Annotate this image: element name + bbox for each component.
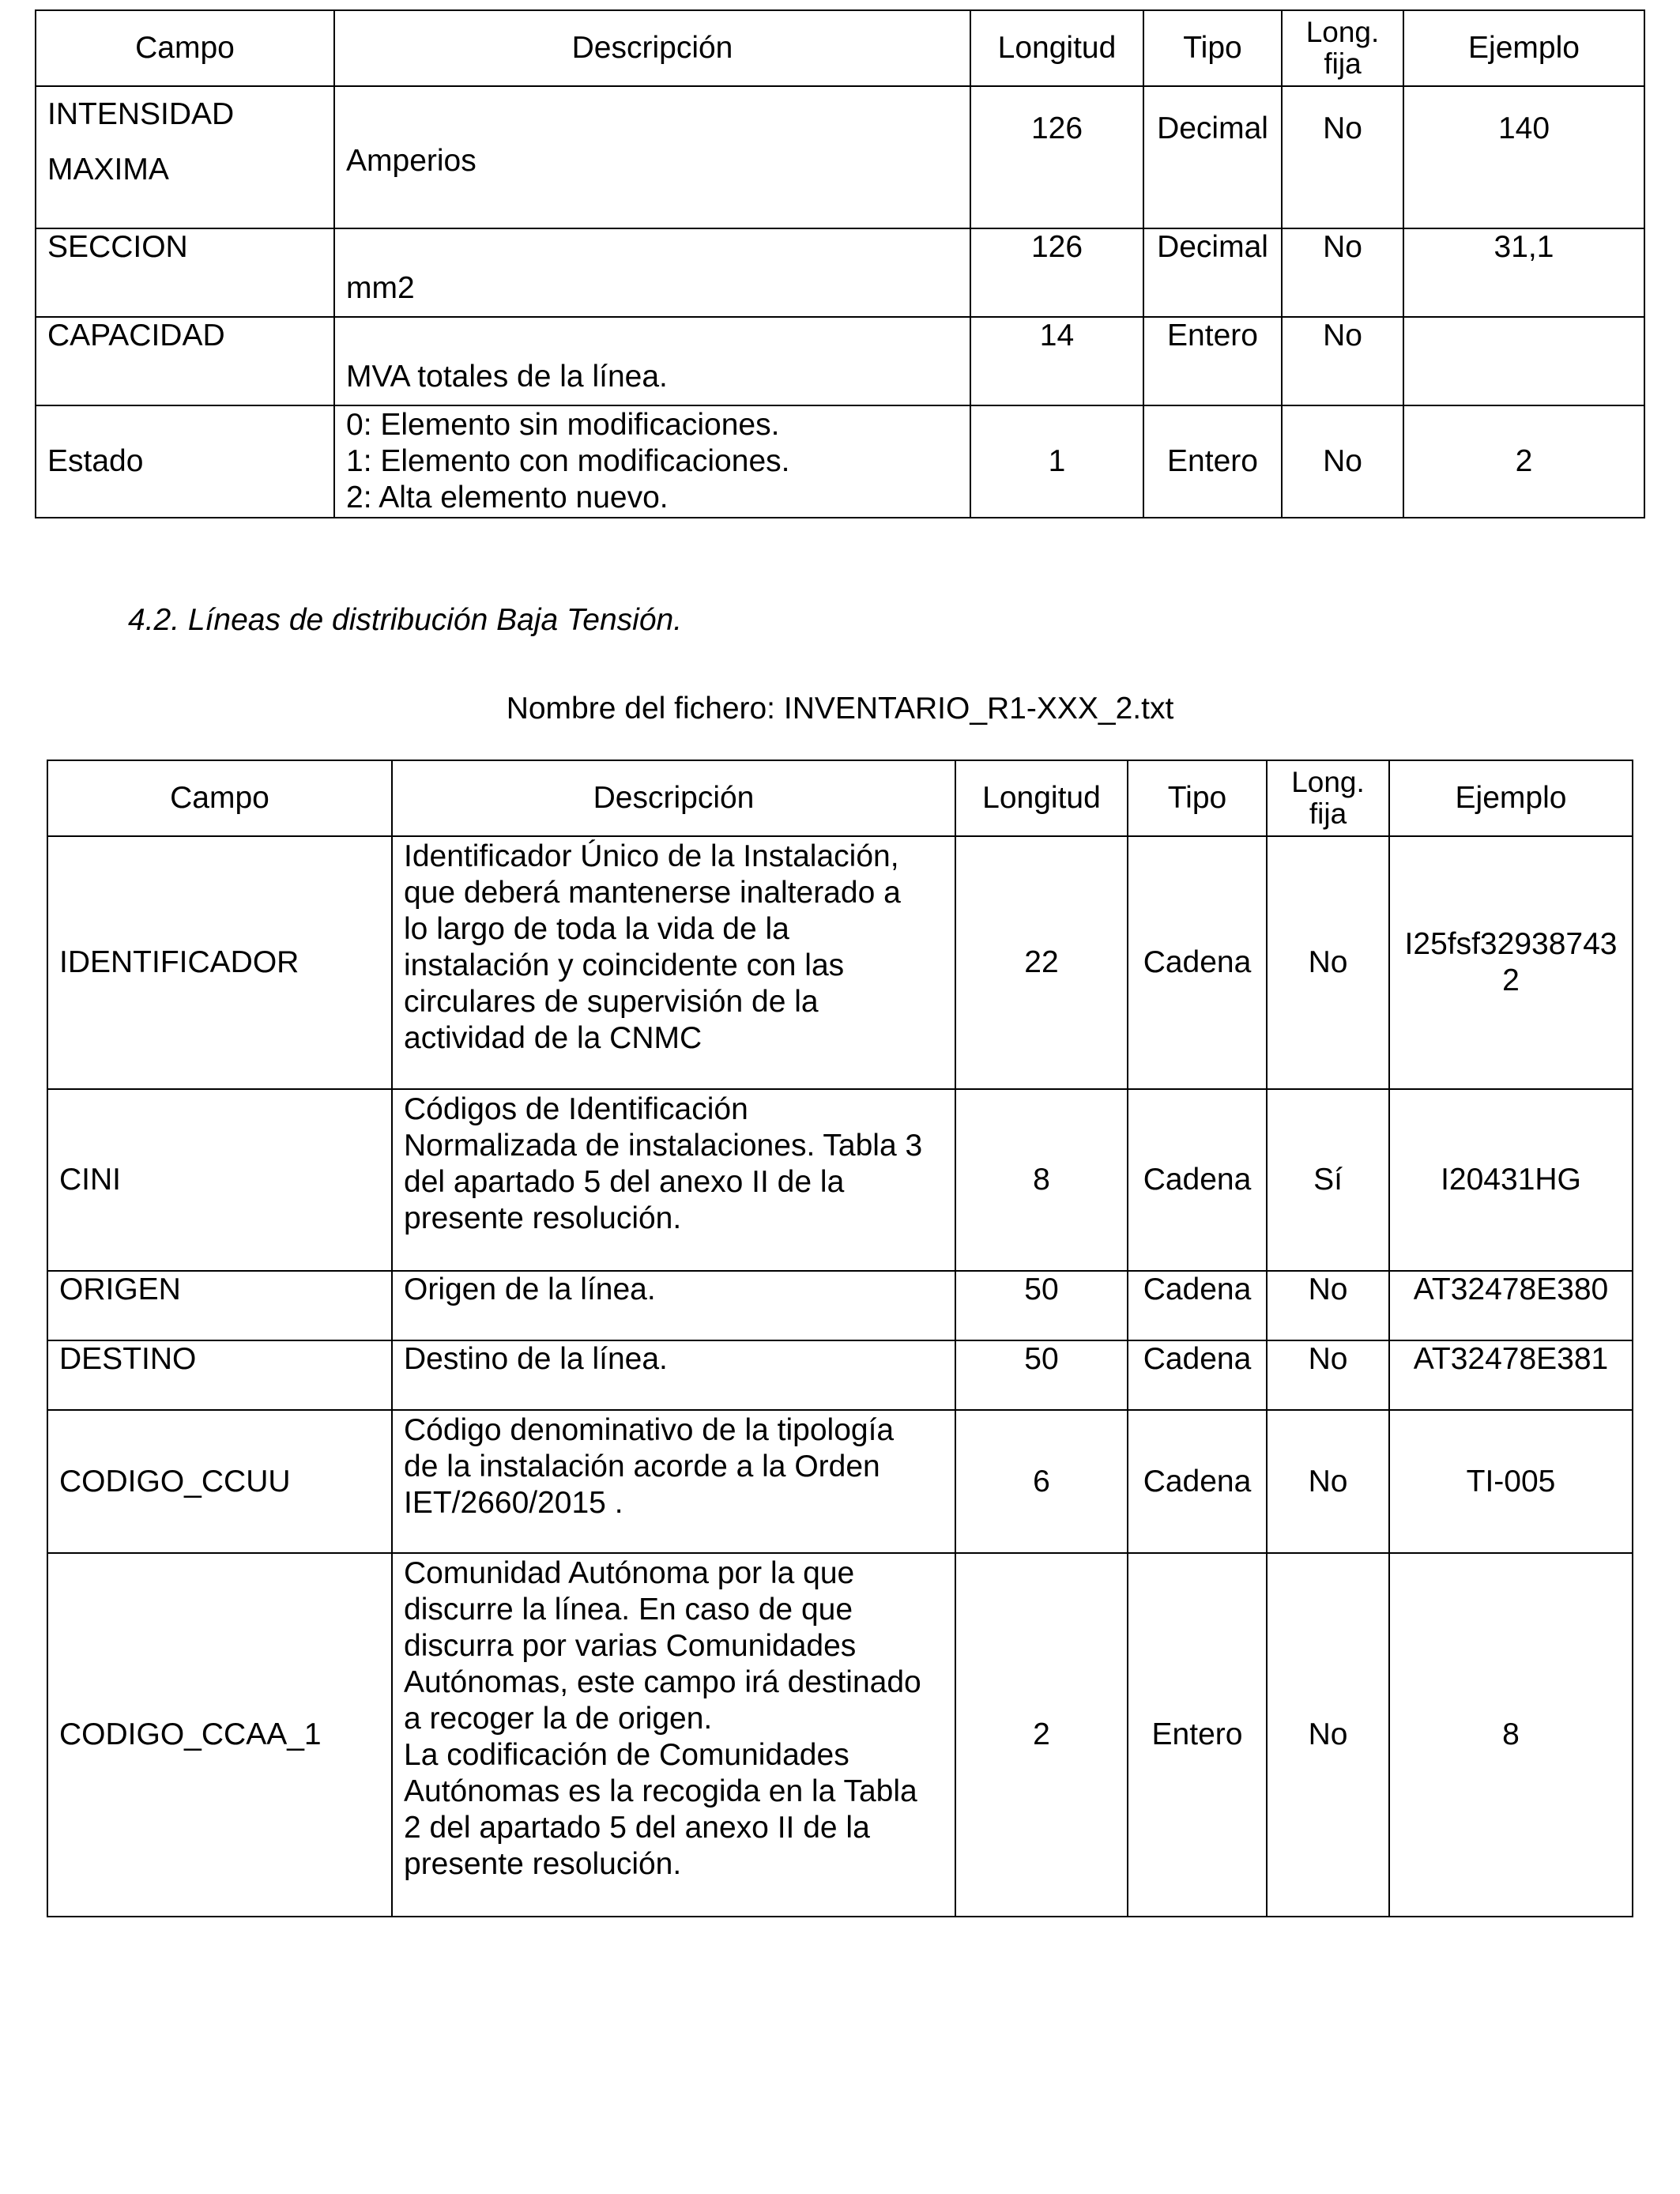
table-header-row (36, 10, 1644, 86)
header-longitud: Longitud (970, 10, 1143, 86)
cell-tipo: Entero (1128, 1553, 1267, 1917)
cell-ejemplo: AT32478E381 (1389, 1340, 1633, 1410)
cell-campo: CAPACIDAD (36, 317, 334, 405)
cell-descripcion: mm2 (334, 228, 970, 317)
cell-tipo: Decimal (1143, 86, 1282, 228)
cell-tipo: Cadena (1128, 1340, 1267, 1410)
cell-long-fija: No (1267, 1271, 1389, 1340)
table-row (47, 836, 1633, 1089)
header-long-fija: Long. fija (1282, 10, 1403, 86)
table-row (47, 1340, 1633, 1410)
file-name-caption: Nombre del fichero: INVENTARIO_R1-XXX_2.txt (506, 692, 1174, 726)
table-row (47, 1553, 1633, 1917)
cell-descripcion: Destino de la línea. (392, 1340, 955, 1410)
table-row (36, 86, 1644, 228)
table-row (36, 228, 1644, 317)
cell-longitud: 126 (970, 228, 1143, 317)
cell-tipo: Entero (1143, 317, 1282, 405)
cell-ejemplo (1403, 317, 1644, 405)
table-header-row (47, 760, 1633, 836)
cell-tipo: Cadena (1128, 1089, 1267, 1271)
table-row (36, 405, 1644, 518)
table-row (47, 1089, 1633, 1271)
table-row (47, 1410, 1633, 1553)
cell-longitud: 50 (955, 1340, 1128, 1410)
cell-descripcion: Código denominativo de la tipología de la instalación acorde a la Orden IET/2660/2015 . (392, 1410, 955, 1553)
cell-long-fija: No (1267, 1410, 1389, 1553)
table-row (47, 1271, 1633, 1340)
cell-campo: IDENTIFICADOR (47, 836, 392, 1089)
cell-long-fija: No (1267, 1553, 1389, 1917)
cell-longitud: 6 (955, 1410, 1128, 1553)
cell-long-fija: Sí (1267, 1089, 1389, 1271)
cell-long-fija: No (1282, 86, 1403, 228)
cell-campo: ORIGEN (47, 1271, 392, 1340)
section-heading: 4.2. Líneas de distribución Baja Tensión. (128, 603, 683, 637)
header-ejemplo: Ejemplo (1389, 760, 1633, 836)
cell-descripcion: Identificador Único de la Instalación, que deberá mantenerse inalterado a lo largo de toda la vida de la instalación y coincidente con las circulares de supervisión de la actividad de la CNMC (392, 836, 955, 1089)
cell-longitud: 8 (955, 1089, 1128, 1271)
cell-campo: DESTINO (47, 1340, 392, 1410)
cell-campo: CODIGO_CCUU (47, 1410, 392, 1553)
cell-longitud: 1 (970, 405, 1143, 518)
cell-tipo: Decimal (1143, 228, 1282, 317)
cell-ejemplo: I20431HG (1389, 1089, 1633, 1271)
cell-ejemplo: 2 (1403, 405, 1644, 518)
cell-campo: CINI (47, 1089, 392, 1271)
cell-ejemplo: 140 (1403, 86, 1644, 228)
cell-ejemplo: TI-005 (1389, 1410, 1633, 1553)
cell-long-fija: No (1282, 405, 1403, 518)
cell-long-fija: No (1267, 1340, 1389, 1410)
fields-table-baja-tension (47, 760, 1633, 1917)
cell-longitud: 50 (955, 1271, 1128, 1340)
cell-descripcion: Comunidad Autónoma por la que discurre la línea. En caso de que discurra por varias Comunidades Autónomas, este campo irá destinado a recoger la de origen. La codificación de Comunidades Autónomas es la recogida en la Tabla 2 del apartado 5 del anexo II de la presente resolución. (392, 1553, 955, 1917)
header-long-fija: Long. fija (1267, 760, 1389, 836)
cell-descripcion: Origen de la línea. (392, 1271, 955, 1340)
cell-campo: CODIGO_CCAA_1 (47, 1553, 392, 1917)
header-tipo: Tipo (1143, 10, 1282, 86)
header-campo: Campo (47, 760, 392, 836)
cell-ejemplo: AT32478E380 (1389, 1271, 1633, 1340)
cell-long-fija: No (1282, 228, 1403, 317)
cell-campo: SECCION (36, 228, 334, 317)
cell-long-fija: No (1282, 317, 1403, 405)
cell-longitud: 126 (970, 86, 1143, 228)
header-ejemplo: Ejemplo (1403, 10, 1644, 86)
cell-longitud: 14 (970, 317, 1143, 405)
header-campo: Campo (36, 10, 334, 86)
header-descripcion: Descripción (334, 10, 970, 86)
fields-table-continued (35, 9, 1645, 518)
cell-ejemplo: 31,1 (1403, 228, 1644, 317)
cell-campo: INTENSIDAD MAXIMA (36, 86, 334, 228)
header-longitud: Longitud (955, 760, 1128, 836)
cell-tipo: Entero (1143, 405, 1282, 518)
cell-descripcion: 0: Elemento sin modificaciones. 1: Elemento con modificaciones. 2: Alta elemento nuevo. (334, 405, 970, 518)
header-descripcion: Descripción (392, 760, 955, 836)
table-row (36, 317, 1644, 405)
cell-longitud: 22 (955, 836, 1128, 1089)
cell-tipo: Cadena (1128, 836, 1267, 1089)
cell-descripcion: Amperios (334, 86, 970, 228)
cell-descripcion: Códigos de Identificación Normalizada de instalaciones. Tabla 3 del apartado 5 del anexo II de la presente resolución. (392, 1089, 955, 1271)
cell-tipo: Cadena (1128, 1410, 1267, 1553)
cell-ejemplo: 8 (1389, 1553, 1633, 1917)
header-tipo: Tipo (1128, 760, 1267, 836)
cell-longitud: 2 (955, 1553, 1128, 1917)
cell-ejemplo: I25fsf32938743 2 (1389, 836, 1633, 1089)
cell-descripcion: MVA totales de la línea. (334, 317, 970, 405)
cell-campo: Estado (36, 405, 334, 518)
cell-long-fija: No (1267, 836, 1389, 1089)
cell-tipo: Cadena (1128, 1271, 1267, 1340)
